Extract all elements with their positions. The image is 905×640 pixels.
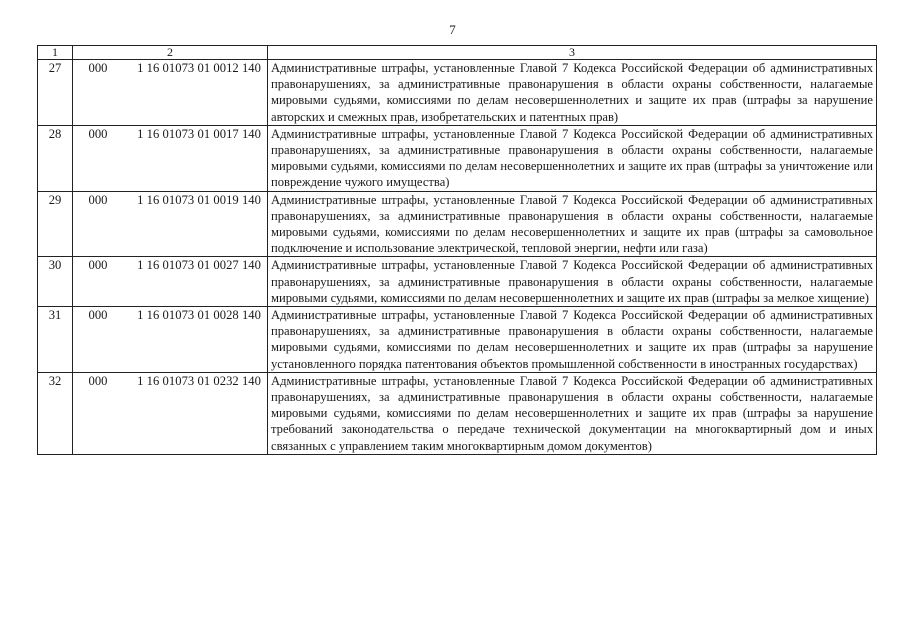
table-row bbox=[38, 191, 877, 257]
column-header: 3 bbox=[268, 46, 877, 60]
admin-code: 000 bbox=[88, 192, 108, 207]
code-cell bbox=[73, 372, 268, 454]
budget-classification-code: 1 16 01073 01 0028 140 bbox=[137, 308, 261, 323]
table-row bbox=[38, 307, 877, 373]
budget-classification-code: 1 16 01073 01 0017 140 bbox=[137, 126, 261, 141]
row-number: 29 bbox=[38, 191, 73, 257]
code-cell bbox=[73, 125, 268, 191]
budget-classification-code: 1 16 01073 01 0012 140 bbox=[137, 61, 261, 75]
admin-code: 000 bbox=[88, 258, 108, 273]
table-row bbox=[38, 257, 877, 307]
revenue-code-table bbox=[37, 45, 877, 455]
code-cell bbox=[73, 60, 268, 126]
column-header: 1 bbox=[38, 46, 73, 60]
table-header-row bbox=[38, 46, 877, 60]
table-row bbox=[38, 372, 877, 454]
revenue-description: Административные штрафы, установленные Главой 7 Кодекса Российской Федерации об административных правонарушениях, за административные правонарушения в области охраны собственности, налагаемые мировыми судьями, комиссиями по делам несовершеннолетних и защите их прав (штрафы за уничтожение или повреждение чужого имущества) bbox=[268, 125, 877, 191]
table-row bbox=[38, 60, 877, 126]
revenue-description: Административные штрафы, установленные Главой 7 Кодекса Российской Федерации об административных правонарушениях, за административные правонарушения в области охраны собственности, налагаемые мировыми судьями, комиссиями по делам несовершеннолетних и защите их прав (штрафы за нарушение требований законодательства о передаче технической документации на многоквартирный дом и иных связанных с управлением таким многоквартирным домом документов) bbox=[268, 372, 877, 454]
budget-classification-code: 1 16 01073 01 0027 140 bbox=[137, 258, 261, 273]
row-number: 31 bbox=[38, 307, 73, 373]
revenue-description: Административные штрафы, установленные Главой 7 Кодекса Российской Федерации об административных правонарушениях, за административные правонарушения в области охраны собственности, налагаемые мировыми судьями, комиссиями по делам несовершеннолетних и защите их прав (штрафы за нарушение установленного порядка патентования объектов промышленной собственности в иностранных государствах) bbox=[268, 307, 877, 373]
column-header: 2 bbox=[73, 46, 268, 60]
budget-classification-code: 1 16 01073 01 0019 140 bbox=[137, 192, 261, 207]
row-number: 32 bbox=[38, 372, 73, 454]
row-number: 27 bbox=[38, 60, 73, 126]
row-number: 28 bbox=[38, 125, 73, 191]
admin-code: 000 bbox=[88, 126, 108, 141]
code-cell bbox=[73, 257, 268, 307]
code-cell bbox=[73, 307, 268, 373]
admin-code: 000 bbox=[88, 61, 108, 75]
revenue-description: Административные штрафы, установленные Главой 7 Кодекса Российской Федерации об административных правонарушениях, за административные правонарушения в области охраны собственности, налагаемые мировыми судьями, комиссиями по делам несовершеннолетних и защите их прав (штрафы за самовольное подключение и использование электрической, тепловой энергии, нефти или газа) bbox=[268, 191, 877, 257]
budget-classification-code: 1 16 01073 01 0232 140 bbox=[137, 373, 261, 388]
admin-code: 000 bbox=[88, 308, 108, 323]
row-number: 30 bbox=[38, 257, 73, 307]
revenue-description: Административные штрафы, установленные Главой 7 Кодекса Российской Федерации об административных правонарушениях, за административные правонарушения в области охраны собственности, налагаемые мировыми судьями, комиссиями по делам несовершеннолетних и защите их прав (штрафы за мелкое хищение) bbox=[268, 257, 877, 307]
code-cell bbox=[73, 191, 268, 257]
revenue-description: Административные штрафы, установленные Главой 7 Кодекса Российской Федерации об административных правонарушениях, за административные правонарушения в области охраны собственности, налагаемые мировыми судьями, комиссиями по делам несовершеннолетних и защите их прав (штрафы за нарушение авторских и смежных прав, изобретательских и патентных прав) bbox=[268, 60, 877, 126]
admin-code: 000 bbox=[88, 373, 108, 388]
table-row bbox=[38, 125, 877, 191]
page-number: 7 bbox=[449, 22, 456, 37]
